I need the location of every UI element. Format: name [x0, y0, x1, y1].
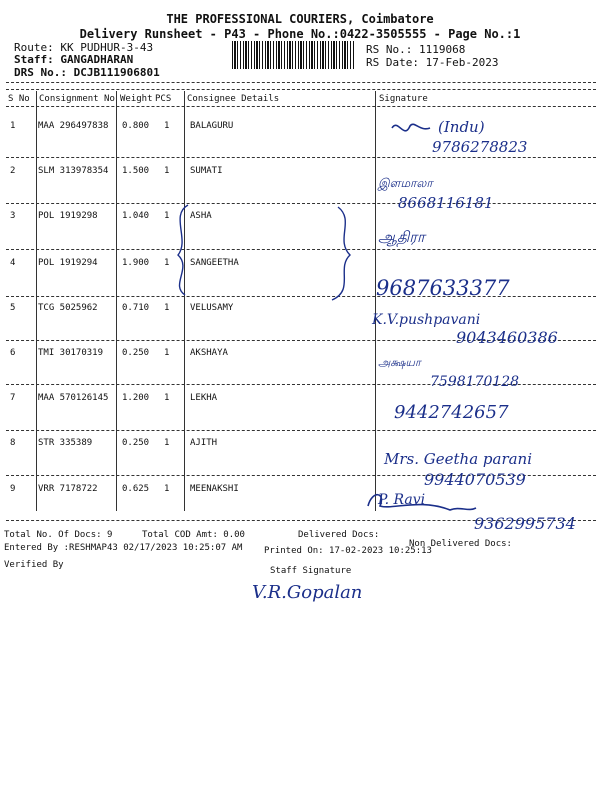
row-consignee: AJITH	[190, 438, 218, 448]
runsheet-title: Delivery Runsheet - P43 - Phone No.:0422-3505555 - Page No.:1	[79, 27, 521, 41]
handwritten-phone: 9043460386	[456, 328, 558, 347]
row-weight: 0.800	[122, 121, 150, 131]
row-sno: 3	[10, 211, 16, 221]
row-consignee: LEKHA	[190, 393, 218, 403]
row-weight: 1.900	[122, 258, 150, 268]
rs-date: RS Date: 17-Feb-2023	[366, 56, 499, 69]
row-sno: 5	[10, 303, 16, 313]
handwritten-name: K.V.pushpavani	[372, 312, 481, 328]
bracket-mark	[332, 207, 350, 300]
row-consignment: STR 335389	[38, 438, 93, 448]
row-pcs: 1	[164, 211, 170, 221]
row-pcs: 1	[164, 166, 170, 176]
row-weight: 0.625	[122, 484, 150, 494]
row-consignment: MAA 296497838	[38, 121, 109, 131]
col-signature: Signature	[379, 94, 428, 104]
handwritten-phone: 9362995734	[474, 514, 576, 533]
col-sno: S No	[8, 94, 30, 104]
row-weight: 0.710	[122, 303, 150, 313]
row-consignment: TCG 5025962	[38, 303, 98, 313]
row-pcs: 1	[164, 348, 170, 358]
non-delivered-docs: Non Delivered Docs:	[409, 539, 512, 549]
signature-scribble	[392, 124, 430, 131]
row-consignee: BALAGURU	[190, 121, 234, 131]
total-docs: Total No. Of Docs: 9	[4, 530, 113, 540]
handwritten-name: (Indu)	[438, 118, 485, 136]
handwritten-phone: 9687633377	[376, 276, 510, 300]
handwritten-phone: 9786278823	[432, 138, 528, 156]
handwritten-phone: 9442742657	[394, 402, 509, 423]
entered-by: Entered By :RESHMAP43 02/17/2023 10:25:07 AM	[4, 543, 243, 553]
row-consignment: VRR 7178722	[38, 484, 98, 494]
handwritten-phone: 8668116181	[398, 194, 494, 212]
row-consignment: MAA 570126145	[38, 393, 109, 403]
handwritten-name: P. Ravi	[378, 492, 426, 508]
row-sno: 2	[10, 166, 16, 176]
row-sno: 4	[10, 258, 16, 268]
row-consignment: POL 1919298	[38, 211, 98, 221]
bracket-mark	[178, 205, 188, 295]
row-weight: 0.250	[122, 348, 150, 358]
row-pcs: 1	[164, 393, 170, 403]
printed-on: Printed On: 17-02-2023 10:25:13	[264, 546, 432, 556]
handwritten-name: ஆதிரா	[378, 228, 425, 246]
row-weight: 1.040	[122, 211, 150, 221]
handwritten-name: Mrs. Geetha parani	[384, 450, 533, 468]
staff-label: Staff: GANGADHARAN	[14, 53, 134, 66]
row-consignee: MEENAKSHI	[190, 484, 239, 494]
company-name: THE PROFESSIONAL COURIERS, Coimbatore	[166, 12, 434, 26]
row-sno: 8	[10, 438, 16, 448]
row-consignee: SANGEETHA	[190, 258, 239, 268]
row-pcs: 1	[164, 121, 170, 131]
row-consignment: POL 1919294	[38, 258, 98, 268]
row-sno: 9	[10, 484, 16, 494]
row-consignee: SUMATI	[190, 166, 223, 176]
col-consignment: Consignment No	[39, 94, 115, 104]
handwritten-phone: 9944070539	[424, 470, 526, 489]
row-weight: 1.200	[122, 393, 150, 403]
verified-by: Verified By	[4, 560, 64, 570]
delivered-docs: Delivered Docs:	[298, 530, 380, 540]
staff-signature-label: Staff Signature	[270, 566, 352, 576]
row-pcs: 1	[164, 484, 170, 494]
col-weight: Weight	[120, 94, 153, 104]
row-sno: 6	[10, 348, 16, 358]
col-pcs: PCS	[155, 94, 172, 104]
row-sno: 1	[10, 121, 16, 131]
row-consignee: VELUSAMY	[190, 303, 234, 313]
row-consignment: TMI 30170319	[38, 348, 104, 358]
row-consignee: AKSHAYA	[190, 348, 228, 358]
row-pcs: 1	[164, 438, 170, 448]
route-label: Route: KK PUDHUR-3-43	[14, 41, 154, 54]
staff-signature-hand: V.R.Gopalan	[252, 582, 363, 603]
total-cod: Total COD Amt: 0.00	[142, 530, 245, 540]
row-weight: 1.500	[122, 166, 150, 176]
row-pcs: 1	[164, 258, 170, 268]
row-sno: 7	[10, 393, 16, 403]
row-consignment: SLM 313978354	[38, 166, 109, 176]
row-consignee: ASHA	[190, 211, 212, 221]
rs-number: RS No.: 1119068	[366, 43, 466, 56]
handwritten-phone: 7598170128	[430, 374, 520, 390]
row-pcs: 1	[164, 303, 170, 313]
handwritten-name: அக்ஷயா	[378, 356, 421, 369]
drs-number: DRS No.: DCJB111906801	[14, 66, 160, 79]
handwritten-name: இளமாலா	[378, 176, 433, 190]
col-consignee-details: Consignee Details	[187, 94, 280, 104]
row-weight: 0.250	[122, 438, 150, 448]
